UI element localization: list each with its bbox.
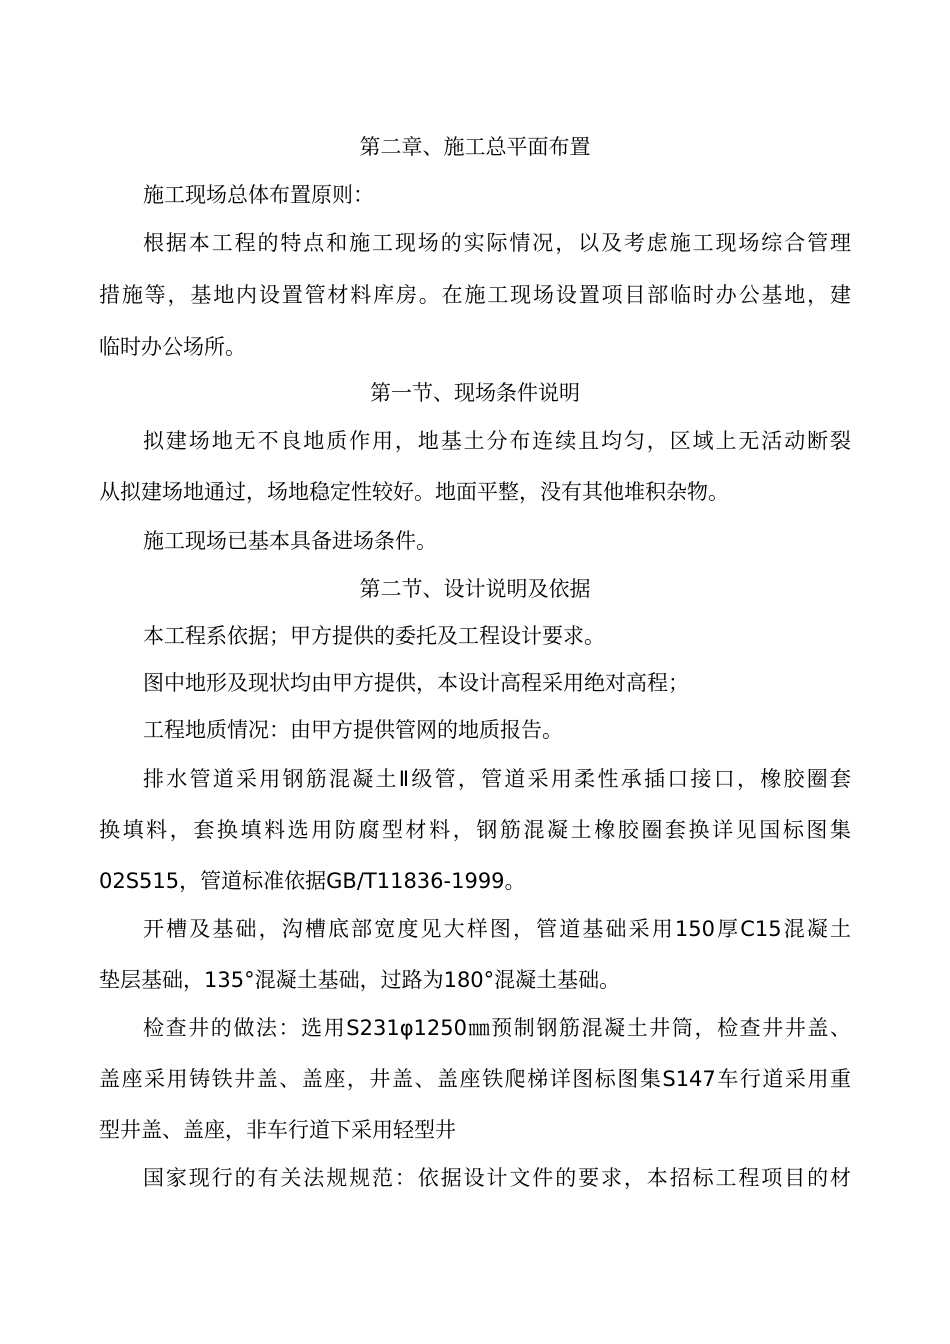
paragraph-line: 检查井的做法：选用S231φ1250㎜预制钢筋混凝土井筒，检查井井盖、: [143, 1016, 851, 1040]
paragraph-line: 垫层基础，135°混凝土基础，过路为180°混凝土基础。: [99, 968, 621, 992]
paragraph-design-basis: 本工程系依据；甲方提供的委托及工程设计要求。: [143, 624, 605, 648]
paragraph-line: 盖座采用铸铁井盖、盖座，井盖、盖座铁爬梯详图标图集S147车行道采用重: [99, 1067, 851, 1091]
paragraph-line: 拟建场地无不良地质作用，地基土分布连续且均匀，区域上无活动断裂: [143, 429, 851, 453]
paragraph-layout-principles: 施工现场总体布置原则：: [143, 183, 374, 207]
paragraph-line: 开槽及基础，沟槽底部宽度见大样图，管道基础采用150厚C15混凝土: [143, 917, 851, 941]
paragraph-site-ready: 施工现场已基本具备进场条件。: [143, 529, 437, 553]
paragraph-line: 排水管道采用钢筋混凝土Ⅱ级管，管道采用柔性承插口接口，橡胶圈套: [143, 767, 851, 791]
paragraph-line: 型井盖、盖座，非车行道下采用轻型井: [99, 1118, 456, 1142]
paragraph-line: 从拟建场地通过，场地稳定性较好。地面平整，没有其他堆积杂物。: [99, 480, 729, 504]
paragraph-line: 根据本工程的特点和施工现场的实际情况，以及考虑施工现场综合管理: [143, 231, 851, 255]
paragraph-terrain: 图中地形及现状均由甲方提供，本设计高程采用绝对高程；: [143, 671, 689, 695]
chapter-title: 第二章、施工总平面布置: [359, 135, 591, 159]
paragraph-line: 措施等，基地内设置管材料库房。在施工现场设置项目部临时办公基地，建: [99, 283, 851, 307]
section-title-design-basis: 第二节、设计说明及依据: [359, 577, 591, 601]
paragraph-line: 临时办公场所。: [99, 335, 246, 359]
paragraph-line: 换填料，套换填料选用防腐型材料，钢筋混凝土橡胶圈套换详见国标图集: [99, 818, 851, 842]
section-title-site-conditions: 第一节、现场条件说明: [370, 381, 580, 405]
paragraph-geology: 工程地质情况：由甲方提供管网的地质报告。: [143, 718, 563, 742]
paragraph-regulations: 国家现行的有关法规规范：依据设计文件的要求，本招标工程项目的材: [143, 1166, 851, 1190]
paragraph-line: 02S515，管道标准依据GB/T11836-1999。: [99, 869, 526, 893]
